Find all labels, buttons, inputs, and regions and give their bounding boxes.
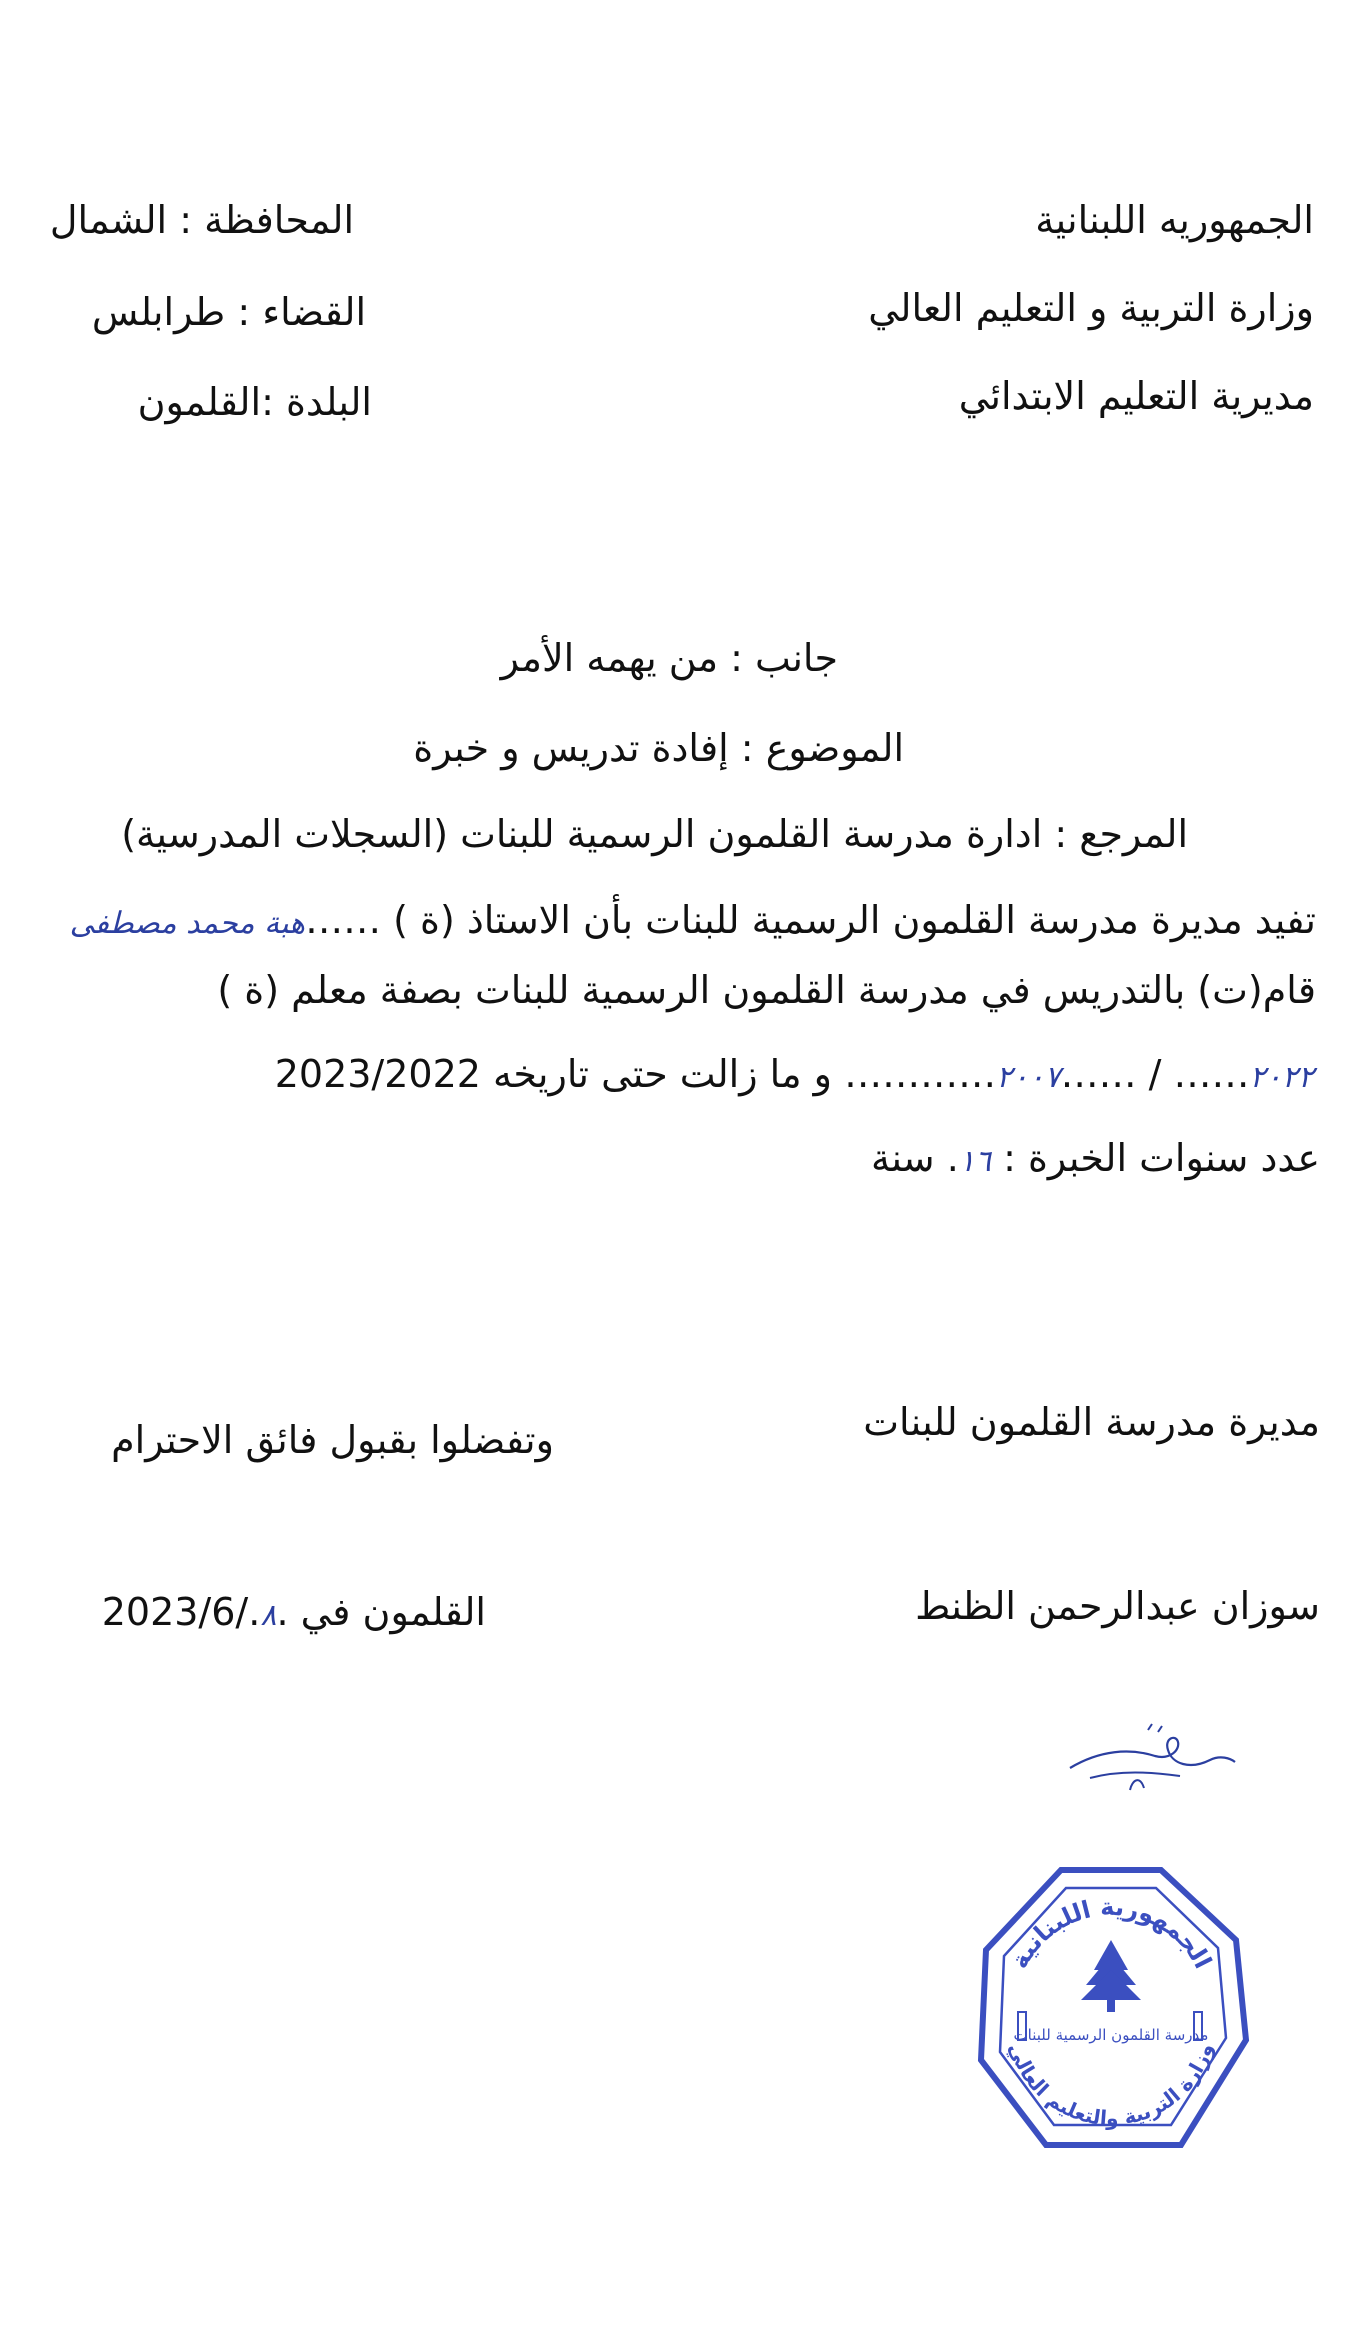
place-date-line bbox=[102, 1590, 486, 1636]
cedar-tree-icon bbox=[1081, 1940, 1141, 2012]
regards-line: وتفضلوا بقبول فائق الاحترام bbox=[111, 1418, 554, 1462]
body-line-2: قام(ت) بالتدريس في مدرسة القلمون الرسمية للبنات بصفة معلم (ة ) bbox=[217, 968, 1316, 1012]
addressee-line: جانب : من يهمه الأمر bbox=[500, 636, 838, 680]
place-date-day-handwritten: ٨ bbox=[260, 1598, 277, 1633]
ministry-header: وزارة التربية و التعليم العالي bbox=[868, 286, 1314, 330]
experience-line: عدد سنوات الخبرة : ١٦. سنة bbox=[870, 1136, 1320, 1180]
experience-value-handwritten: ١٦ bbox=[958, 1144, 992, 1179]
stamp-bottom-text: وزارة التربية والتعليم العالي bbox=[1004, 2039, 1218, 2131]
date-to-handwritten: ٢٠٢٢ bbox=[1249, 1060, 1314, 1095]
stamp-outer-text: الجمهورية اللبنانية bbox=[1005, 1892, 1218, 1974]
body-line-1 bbox=[70, 898, 1316, 944]
dot: . bbox=[276, 1590, 289, 1634]
body-line-3-text: و ما زالت حتى تاريخه 2023/2022 bbox=[274, 1052, 833, 1096]
principal-title: مديرة مدرسة القلمون للبنات bbox=[863, 1400, 1320, 1444]
date-from-handwritten: ٢٠٠٧ bbox=[996, 1060, 1061, 1095]
official-stamp bbox=[966, 1860, 1256, 2160]
governorate-label: المحافظة : الشمال bbox=[49, 198, 354, 242]
dots: ………… bbox=[832, 1052, 997, 1096]
reference-line: المرجع : ادارة مدرسة القلمون الرسمية للبنات (السجلات المدرسية) bbox=[121, 812, 1188, 856]
place-date-prefix: القلمون في bbox=[300, 1590, 486, 1634]
dot2: . bbox=[248, 1590, 261, 1634]
country-header: الجمهوريه اللبنانية bbox=[1035, 198, 1314, 242]
place-date-rest: 2023/6/ bbox=[101, 1590, 249, 1634]
principal-name: سوزان عبدالرحمن الظنط bbox=[915, 1584, 1320, 1628]
subject-line: الموضوع : إفادة تدريس و خبرة bbox=[413, 726, 904, 770]
teacher-name-handwritten: هبة محمد مصطفى bbox=[69, 906, 306, 941]
town-label: البلدة :القلمون bbox=[137, 380, 372, 424]
date-separator: …… / …… bbox=[1060, 1052, 1250, 1096]
signature-image bbox=[1060, 1720, 1240, 1800]
body-line-1-text: تفيد مديرة مدرسة القلمون الرسمية للبنات بأن الاستاذ (ة ) …… bbox=[305, 898, 1316, 942]
district-label: القضاء : طرابلس bbox=[91, 290, 366, 334]
directorate-header: مديرية التعليم الابتدائي bbox=[958, 374, 1314, 418]
svg-text:وزارة التربية والتعليم العالي bbox=[1003, 2040, 1218, 2130]
body-line-3 bbox=[275, 1052, 1314, 1098]
stamp-inner-text: مدرسة القلمون الرسمية للبنات bbox=[1013, 2026, 1209, 2044]
experience-label: عدد سنوات الخبرة : bbox=[1003, 1136, 1320, 1180]
experience-unit: سنة bbox=[870, 1136, 935, 1180]
